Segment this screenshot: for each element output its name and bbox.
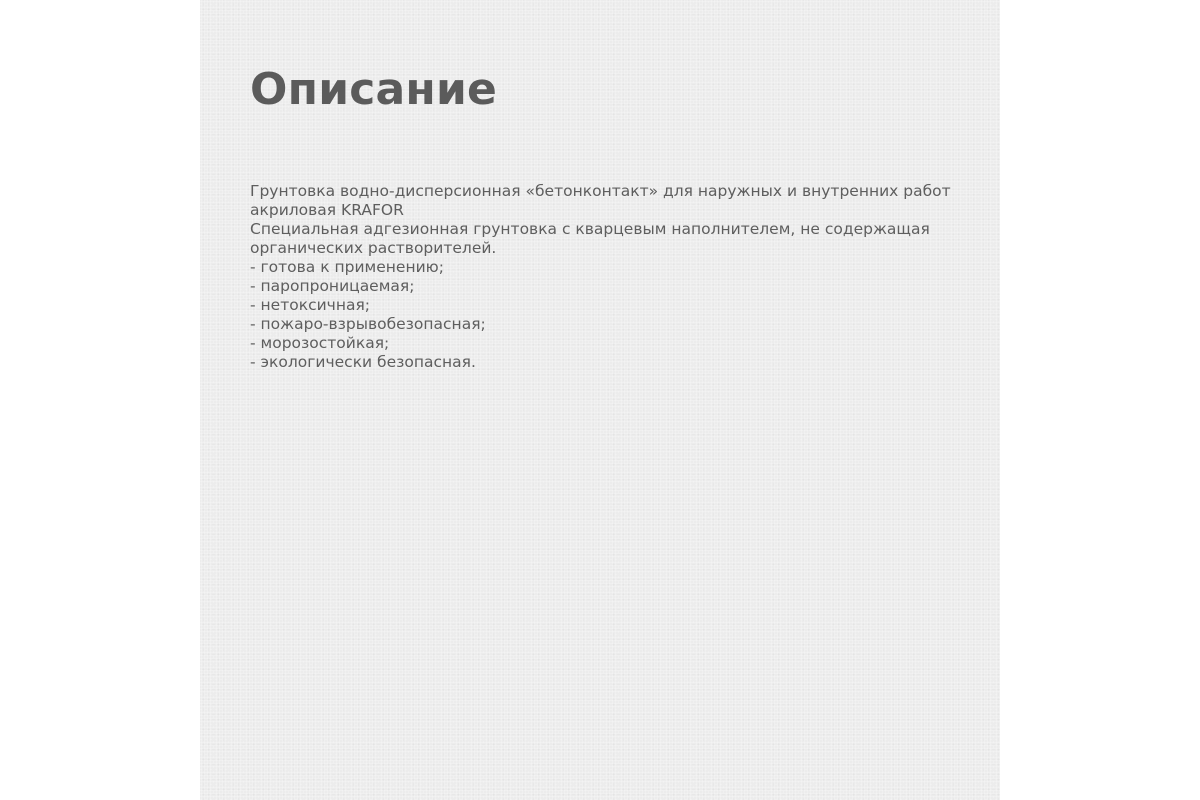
feature-list-item: - нетоксичная; (250, 296, 370, 314)
section-title: Описание (250, 64, 498, 115)
description-line: Специальная адгезионная грунтовка с кварцевым наполнителем, не содержащая (250, 220, 930, 238)
feature-list-item: - морозостойкая; (250, 334, 390, 352)
description-line: органических растворителей. (250, 239, 497, 257)
description-line: Грунтовка водно-дисперсионная «бетонконтакт» для наружных и внутренних работ (250, 182, 951, 200)
description-line: акриловая KRAFOR (250, 201, 404, 219)
feature-list-item: - паропроницаемая; (250, 277, 415, 295)
description-text (250, 182, 980, 372)
feature-list-item: - готова к применению; (250, 258, 444, 276)
feature-list-item: - экологически безопасная. (250, 353, 476, 371)
description-panel (200, 0, 1000, 800)
feature-list-item: - пожаро-взрывобезопасная; (250, 315, 486, 333)
